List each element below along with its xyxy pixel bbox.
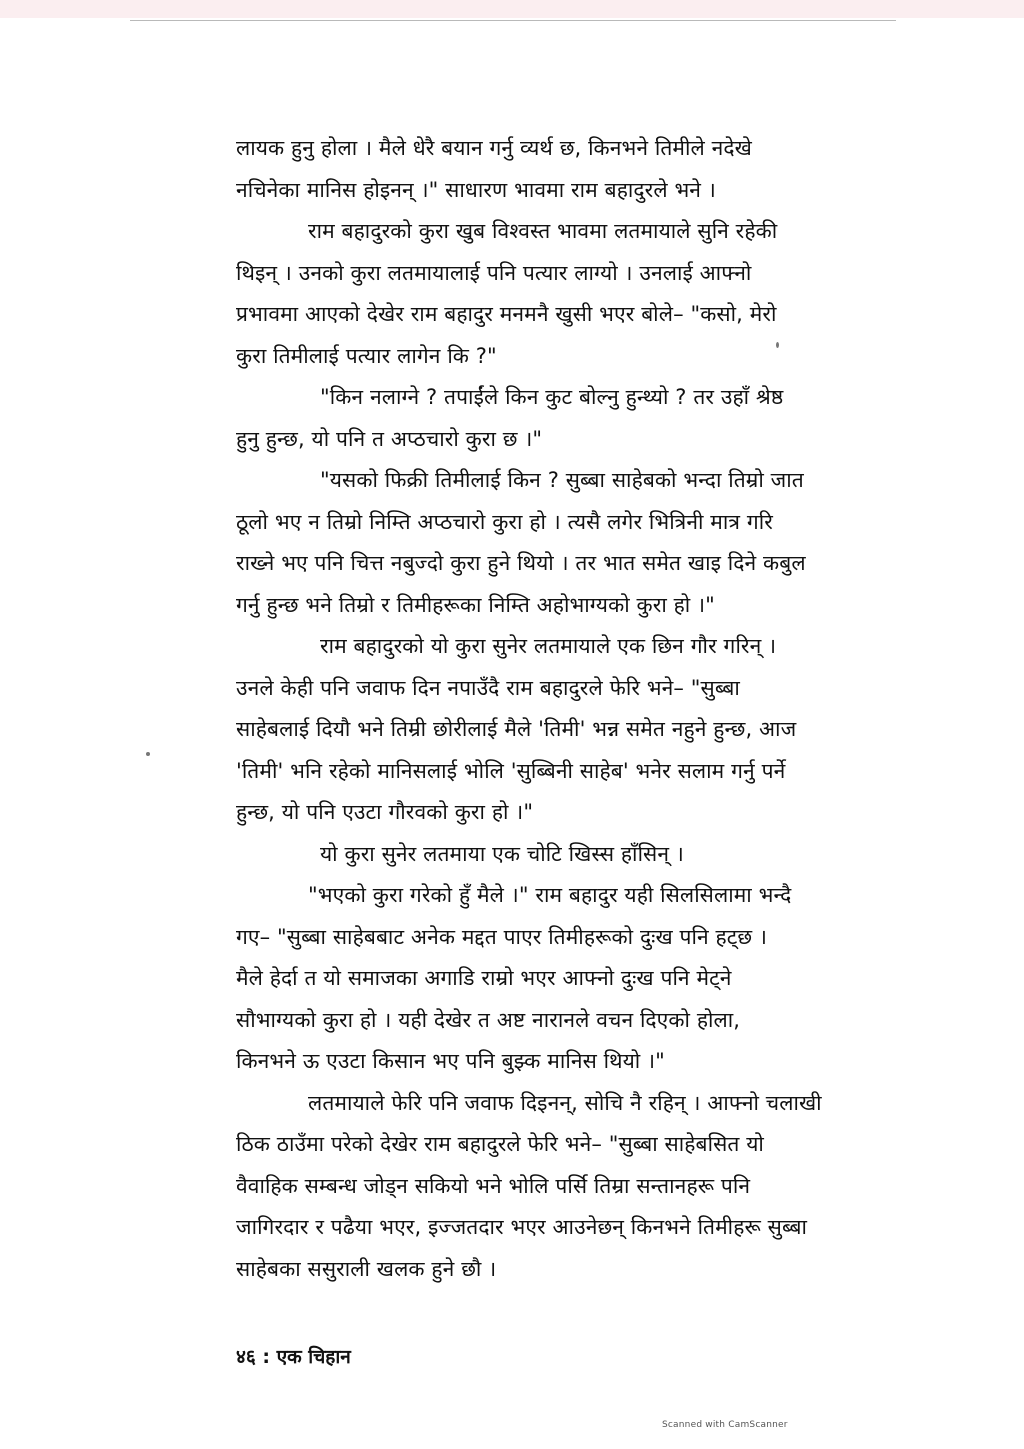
- speck-mark: [146, 752, 150, 756]
- text-line: "किन नलाग्ने ? तपाईंले किन कुट बोल्नु हुन्थ्यो ? तर उहाँ श्रेष्ठ: [320, 385, 784, 409]
- top-strip: [0, 0, 1024, 18]
- text-line: साहेबलाई दियौ भने तिम्री छोरीलाई मैले 'तिमी' भन्न समेत नहुने हुन्छ, आज: [236, 717, 797, 741]
- text-line: हुन्छ, यो पनि एउटा गौरवको कुरा हो ।": [236, 800, 534, 824]
- text-line: प्रभावमा आएको देखेर राम बहादुर मनमनै खुसी भएर बोले– "कसो, मेरो: [236, 302, 777, 326]
- scanner-watermark: Scanned with CamScanner: [662, 1420, 788, 1430]
- page-footer: ४६ : एक चिहान: [236, 1346, 351, 1368]
- text-line: जागिरदार र पढैया भएर, इज्जतदार भएर आउनेछन् किनभने तिमीहरू सुब्बा: [236, 1215, 807, 1239]
- text-line: गर्नु हुन्छ भने तिम्रो र तिमीहरूका निम्ति अहोभाग्यको कुरा हो ।": [236, 592, 715, 617]
- text-line: राम बहादुरको कुरा खुब विश्वस्त भावमा लतमायाले सुनि रहेकी: [308, 219, 778, 243]
- text-line: नचिनेका मानिस होइनन् ।" साधारण भावमा राम बहादुरले भने ।: [236, 177, 716, 202]
- text-line: "भएको कुरा गरेको हुँ मैले ।" राम बहादुर यही सिलसिलामा भन्दै: [308, 883, 792, 907]
- text-line: सौभाग्यको कुरा हो । यही देखेर त अष्ट नारानले वचन दिएको होला,: [236, 1007, 741, 1032]
- page-body-text: [236, 128, 892, 1290]
- text-line: साहेबका ससुराली खलक हुने छौ ।: [236, 1256, 497, 1281]
- text-line: राख्ने भए पनि चित्त नबुज्दो कुरा हुने थियो । तर भात समेत खाइ दिने कबुल: [236, 551, 806, 575]
- text-line: 'तिमी' भनि रहेको मानिसलाई भोलि 'सुब्बिनी साहेब' भनेर सलाम गर्नु पर्ने: [236, 758, 786, 783]
- text-line: मैले हेर्दा त यो समाजका अगाडि राम्रो भएर आफ्नो दुःख पनि मेट्ने: [236, 966, 732, 990]
- text-line: लतमायाले फेरि पनि जवाफ दिइनन्, सोचि नै रहिन् । आफ्नो चलाखी: [308, 1090, 822, 1115]
- text-line: "यसको फिक्री तिमीलाई किन ? सुब्बा साहेबको भन्दा तिम्रो जात: [320, 468, 804, 492]
- text-line: कुरा तिमीलाई पत्यार लागेन कि ?": [236, 343, 497, 368]
- text-line: हुनु हुन्छ, यो पनि त अप्ठचारो कुरा छ ।": [236, 426, 543, 451]
- text-line: यो कुरा सुनेर लतमाया एक चोटि खिस्स हाँसिन् ।: [320, 841, 684, 866]
- text-line: थिइन् । उनको कुरा लतमायालाई पनि पत्यार लाग्यो । उनलाई आफ्नो: [236, 260, 752, 285]
- text-line: किनभने ऊ एउटा किसान भए पनि बुझ्क मानिस थियो ।": [236, 1049, 665, 1073]
- page-top-rule: [130, 20, 896, 21]
- text-line: उनले केही पनि जवाफ दिन नपाउँदै राम बहादुरले फेरि भने– "सुब्बा: [236, 675, 740, 700]
- text-line: राम बहादुरको यो कुरा सुनेर लतमायाले एक छिन गौर गरिन् ।: [320, 634, 777, 658]
- text-line: ठिक ठाउँमा परेको देखेर राम बहादुरले फेरि भने– "सुब्बा साहेबसित यो: [236, 1132, 764, 1156]
- text-line: लायक हुनु होला । मैले धेरै बयान गर्नु व्यर्थ छ, किनभने तिमीले नदेखे: [236, 136, 752, 160]
- text-line: वैवाहिक सम्बन्ध जोड्न सकियो भने भोलि पर्सि तिम्रा सन्तानहरू पनि: [236, 1173, 751, 1198]
- text-line: गए– "सुब्बा साहेबबाट अनेक मद्दत पाएर तिमीहरूको दुःख पनि हट्छ ।: [236, 924, 768, 949]
- text-line: ठूलो भए न तिम्रो निम्ति अप्ठचारो कुरा हो । त्यसै लगेर भित्रिनी मात्र गरि: [236, 509, 773, 534]
